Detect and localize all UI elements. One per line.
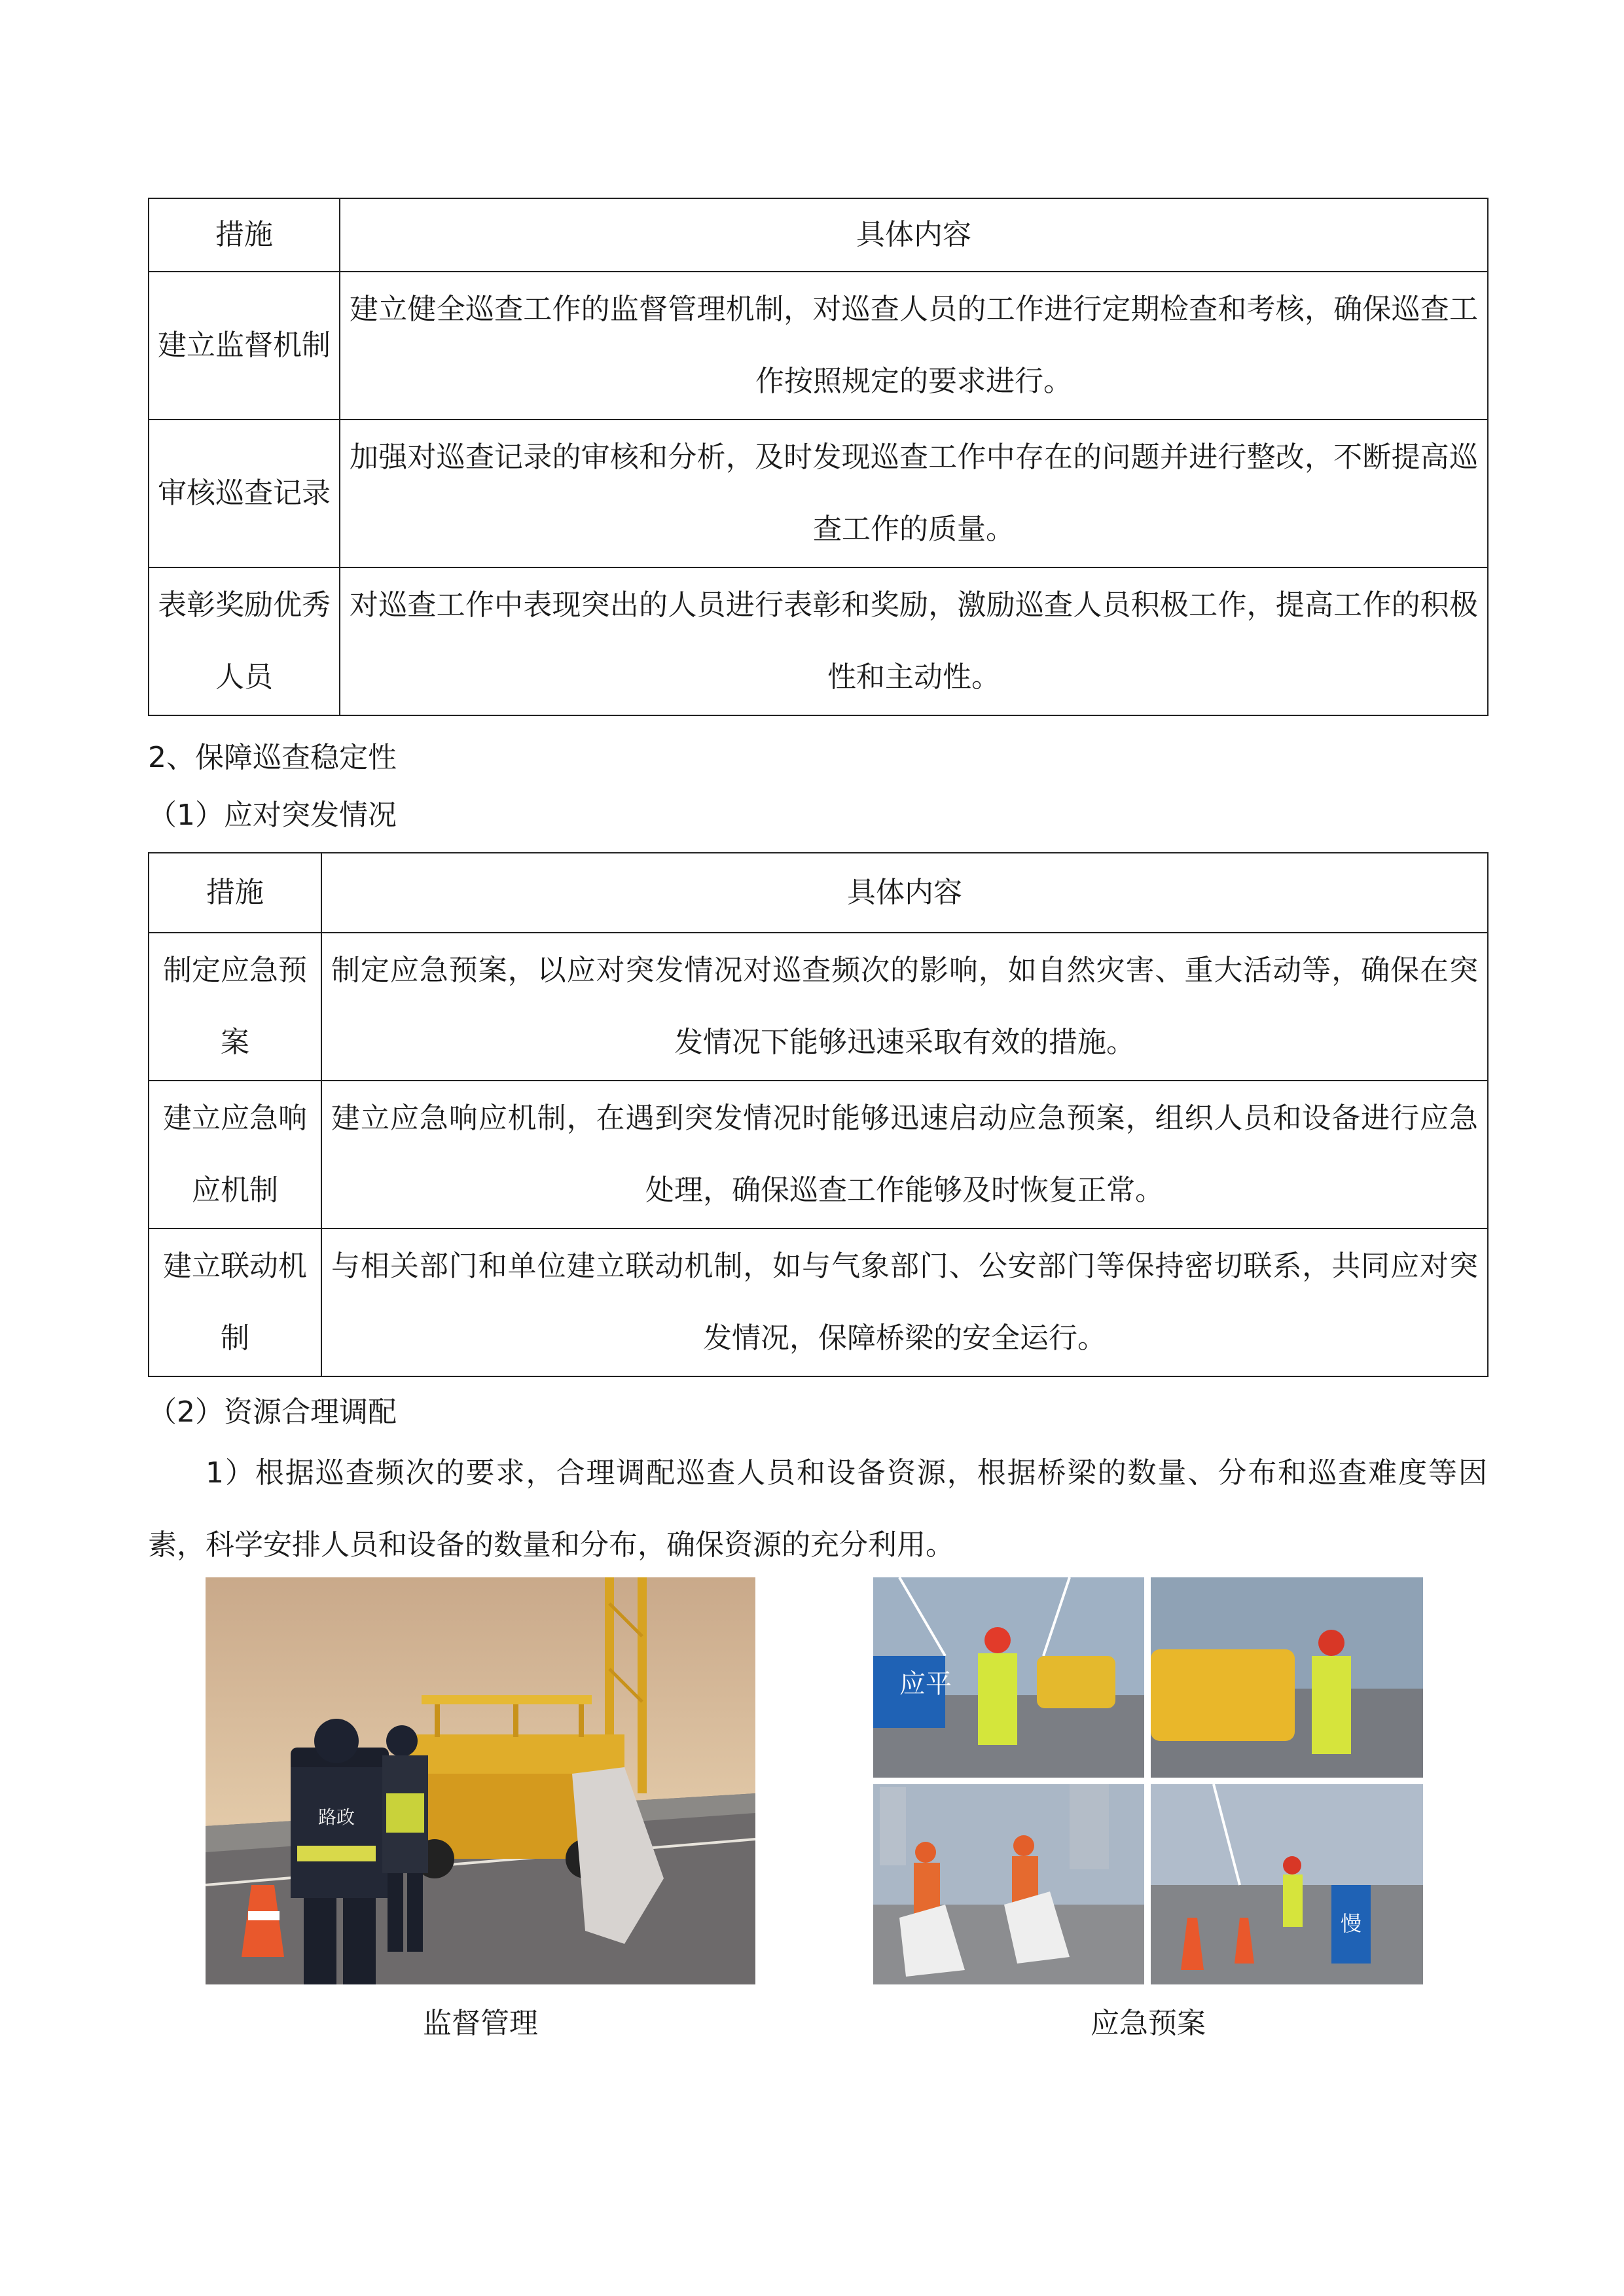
right-caption: 应急预案	[1091, 2007, 1206, 2040]
table-row	[149, 1229, 1488, 1376]
subsection-heading: （1）应对突发情况	[148, 798, 397, 832]
content-cell: 制定应急预案，以应对突发情况对巡查频次的影响，如自然灾害、重大活动等，确保在突发情况下能够迅速采取有效的措施。	[321, 933, 1488, 1081]
table-row	[149, 272, 1488, 420]
sign-text-2: 平	[926, 1669, 952, 1699]
emergency-collage	[873, 1577, 1423, 1984]
header-measure: 措施	[149, 853, 321, 933]
header-content: 具体内容	[340, 198, 1488, 272]
measure-cell: 建立联动机制	[149, 1229, 321, 1376]
supervision-photo	[206, 1577, 755, 1984]
header-measure: 措施	[149, 198, 340, 272]
measure-cell: 表彰奖励优秀人员	[149, 567, 340, 715]
supervision-table	[148, 198, 1489, 716]
measure-cell: 制定应急预案	[149, 933, 321, 1081]
sign-text-3: 慢	[1340, 1911, 1362, 1936]
header-content: 具体内容	[321, 853, 1488, 933]
measure-cell: 建立应急响应机制	[149, 1081, 321, 1229]
section-heading: 2、保障巡查稳定性	[148, 741, 397, 774]
subsection-heading-2: （2）资源合理调配	[148, 1395, 397, 1429]
table-header-row	[149, 198, 1488, 272]
measure-cell: 建立监督机制	[149, 272, 340, 420]
content-cell: 建立应急响应机制，在遇到突发情况时能够迅速启动应急预案，组织人员和设备进行应急处理，确保巡查工作能够及时恢复正常。	[321, 1081, 1488, 1229]
sign-text-1: 应	[899, 1669, 926, 1699]
left-caption: 监督管理	[423, 2007, 538, 2040]
content-cell: 与相关部门和单位建立联动机制，如与气象部门、公安部门等保持密切联系，共同应对突发情况，保障桥梁的安全运行。	[321, 1229, 1488, 1376]
measure-cell: 审核巡查记录	[149, 420, 340, 567]
body-paragraph: 1）根据巡查频次的要求，合理调配巡查人员和设备资源，根据桥梁的数量、分布和巡查难度等因素，科学安排人员和设备的数量和分布，确保资源的充分利用。	[148, 1456, 1487, 1562]
content-cell: 建立健全巡查工作的监督管理机制，对巡查人员的工作进行定期检查和考核，确保巡查工作按照规定的要求进行。	[340, 272, 1488, 420]
content-cell: 加强对巡查记录的审核和分析，及时发现巡查工作中存在的问题并进行整改，不断提高巡查工作的质量。	[340, 420, 1488, 567]
table-row	[149, 567, 1488, 715]
table-header-row	[149, 853, 1488, 933]
table-row	[149, 1081, 1488, 1229]
table-row	[149, 933, 1488, 1081]
content-cell: 对巡查工作中表现突出的人员进行表彰和奖励，激励巡查人员积极工作，提高工作的积极性和主动性。	[340, 567, 1488, 715]
table-row	[149, 420, 1488, 567]
emergency-table	[148, 852, 1489, 1377]
vest-text: 路政	[317, 1806, 355, 1828]
